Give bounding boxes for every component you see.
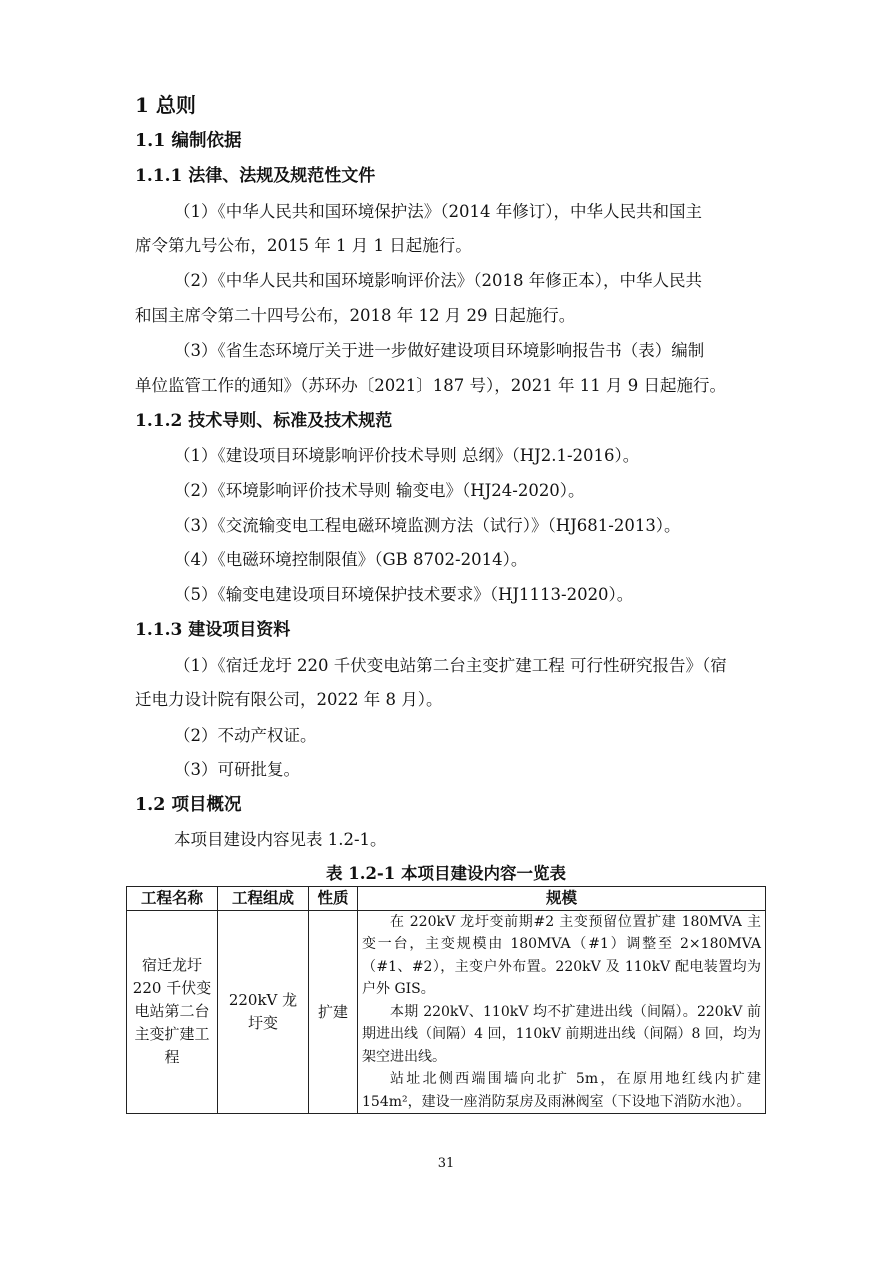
tech-item-3: （3）《交流输变电工程电磁环境监测方法（试行）》（HJ681-2013）。 <box>174 516 681 535</box>
section-1-1-3-title: 1.1.3 建设项目资料 <box>135 620 291 640</box>
proj-item-2: （2）不动产权证。 <box>174 726 317 745</box>
cell-project-name: 宿迁龙圩220 千伏变电站第二台主变扩建工程 <box>127 910 218 1114</box>
proj-item-3: （3）可研批复。 <box>174 760 300 779</box>
header-nature: 性质 <box>309 887 358 911</box>
section-1-1-title: 1.1 编制依据 <box>135 131 242 151</box>
tech-item-2: （2）《环境影响评价技术导则 输变电》（HJ24-2020）。 <box>174 481 585 500</box>
heading-general: 1 总则 <box>135 93 196 117</box>
tech-item-4: （4）《电磁环境控制限值》（GB 8702-2014）。 <box>174 550 528 569</box>
page-number: 31 <box>437 1156 455 1171</box>
section-1-2-title: 1.2 项目概况 <box>135 795 242 815</box>
law-item-2-line1: （2）《中华人民共和国环境影响评价法》（2018 年修正本），中华人民共 <box>174 271 702 290</box>
project-content-table <box>126 886 766 1114</box>
scale-paragraph-3: 站址北侧西端围墙向北扩 5m，在原用地红线内扩建 154m²，建设一座消防泵房及雨淋阀室（下设地下消防水池）。 <box>362 1071 761 1110</box>
law-item-3-line2: 单位监管工作的通知》（苏环办〔2021〕187 号），2021 年 11 月 9 日起施行。 <box>135 376 726 395</box>
law-item-2-line2: 和国主席令第二十四号公布，2018 年 12 月 29 日起施行。 <box>135 306 576 325</box>
scale-paragraph-1: 在 220kV 龙圩变前期#2 主变预留位置扩建 180MVA 主变一台，主变规模由 180MVA（#1）调整至 2×180MVA（#1、#2），主变户外布置。220kV 及 110kV 配电装置均为户外 GIS。 <box>362 913 761 997</box>
table-intro: 本项目建设内容见表 1.2-1。 <box>174 830 387 849</box>
table-row <box>127 910 766 1114</box>
section-1-1-2-title: 1.1.2 技术导则、标准及技术规范 <box>135 411 393 431</box>
header-scale: 规模 <box>358 887 766 911</box>
cell-nature: 扩建 <box>309 910 358 1114</box>
table-caption: 表 1.2-1 本项目建设内容一览表 <box>325 864 567 883</box>
law-item-1-line2: 席令第九号公布，2015 年 1 月 1 日起施行。 <box>135 236 472 255</box>
proj-item-1-line2: 迁电力设计院有限公司，2022 年 8 月）。 <box>135 690 443 709</box>
law-item-3-line1: （3）《省生态环境厅关于进一步做好建设项目环境影响报告书（表）编制 <box>174 341 705 360</box>
header-component: 工程组成 <box>218 887 309 911</box>
cell-scale <box>358 910 766 1114</box>
header-project-name: 工程名称 <box>127 887 218 911</box>
tech-item-5: （5）《输变电建设项目环境保护技术要求》（HJ1113-2020）。 <box>174 585 634 604</box>
cell-component: 220kV 龙圩变 <box>218 910 309 1114</box>
table-header-row <box>127 887 766 911</box>
tech-item-1: （1）《建设项目环境影响评价技术导则 总纲》（HJ2.1-2016）。 <box>174 446 640 465</box>
section-1-1-1-title: 1.1.1 法律、法规及规范性文件 <box>135 166 376 186</box>
proj-item-1-line1: （1）《宿迁龙圩 220 千伏变电站第二台主变扩建工程 可行性研究报告》（宿 <box>174 656 727 675</box>
law-item-1-line1: （1）《中华人民共和国环境保护法》（2014 年修订），中华人民共和国主 <box>174 202 702 221</box>
scale-paragraph-2: 本期 220kV、110kV 均不扩建进出线（间隔）。220kV 前期进出线（间隔）4 回，110kV 前期进出线（间隔）8 回，均为架空进出线。 <box>362 1003 761 1065</box>
